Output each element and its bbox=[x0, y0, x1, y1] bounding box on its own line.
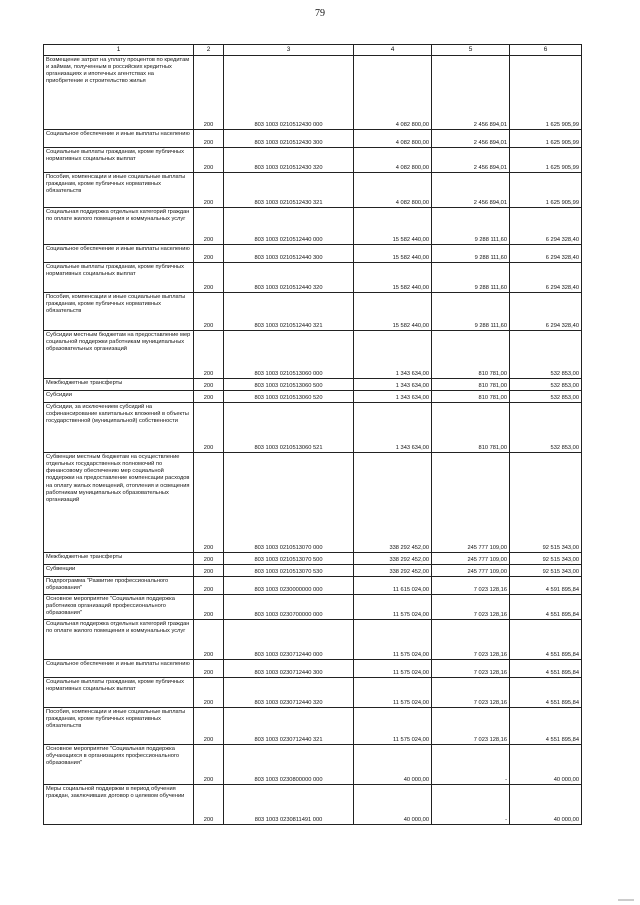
row-remaining-amount: 6 294 328,40 bbox=[510, 208, 582, 245]
row-remaining-amount: 4 551 895,84 bbox=[510, 660, 582, 678]
row-executed-amount: 810 781,00 bbox=[432, 403, 510, 453]
row-admin-code: 200 bbox=[194, 245, 224, 263]
column-header-2: 2 bbox=[194, 45, 224, 56]
row-budget-code: 803 1003 0210512440 300 bbox=[224, 245, 354, 263]
row-remaining-amount: 532 853,00 bbox=[510, 391, 582, 403]
row-approved-amount: 4 082 800,00 bbox=[354, 148, 432, 173]
row-remaining-amount: 4 591 895,84 bbox=[510, 577, 582, 595]
row-budget-code: 803 1003 0230712440 000 bbox=[224, 620, 354, 660]
page-number: 79 bbox=[315, 8, 325, 19]
budget-table bbox=[43, 44, 582, 825]
row-executed-amount: 9 288 111,60 bbox=[432, 245, 510, 263]
row-budget-code: 803 1003 0230712440 320 bbox=[224, 678, 354, 708]
row-executed-amount: 245 777 109,00 bbox=[432, 565, 510, 577]
row-name: Подпрограмма "Развитие профессионального образования" bbox=[44, 577, 194, 595]
row-budget-code: 803 1003 0210513060 000 bbox=[224, 331, 354, 379]
table-row bbox=[44, 148, 582, 173]
row-remaining-amount: 4 551 895,84 bbox=[510, 678, 582, 708]
row-remaining-amount: 4 551 895,84 bbox=[510, 595, 582, 620]
table-row bbox=[44, 595, 582, 620]
row-approved-amount: 11 575 024,00 bbox=[354, 595, 432, 620]
row-approved-amount: 40 000,00 bbox=[354, 785, 432, 825]
row-admin-code: 200 bbox=[194, 391, 224, 403]
row-admin-code: 200 bbox=[194, 745, 224, 785]
row-approved-amount: 4 082 800,00 bbox=[354, 56, 432, 130]
table-row bbox=[44, 565, 582, 577]
row-approved-amount: 338 292 452,00 bbox=[354, 553, 432, 565]
row-name: Социальное обеспечение и иные выплаты населению bbox=[44, 245, 194, 263]
row-budget-code: 803 1003 0210512440 320 bbox=[224, 263, 354, 293]
row-executed-amount: - bbox=[432, 745, 510, 785]
row-remaining-amount: 532 853,00 bbox=[510, 403, 582, 453]
row-name: Межбюджетные трансферты bbox=[44, 553, 194, 565]
row-name: Социальная поддержка отдельных категорий граждан по оплате жилого помещения и коммунальных услуг bbox=[44, 208, 194, 245]
row-budget-code: 803 1003 0230712440 300 bbox=[224, 660, 354, 678]
row-remaining-amount: 1 625 905,99 bbox=[510, 148, 582, 173]
row-remaining-amount: 1 625 905,99 bbox=[510, 130, 582, 148]
table-row bbox=[44, 453, 582, 553]
column-header-1: 1 bbox=[44, 45, 194, 56]
row-name: Субсидии, за исключением субсидий на софинансирование капитальных вложений в объекты государственной (муниципальной) собственности bbox=[44, 403, 194, 453]
row-approved-amount: 11 575 024,00 bbox=[354, 660, 432, 678]
row-name: Социальное обеспечение и иные выплаты населению bbox=[44, 130, 194, 148]
row-budget-code: 803 1003 0210513070 530 bbox=[224, 565, 354, 577]
table-row bbox=[44, 745, 582, 785]
row-budget-code: 803 1003 0210512440 000 bbox=[224, 208, 354, 245]
table-row bbox=[44, 56, 582, 130]
row-remaining-amount: 6 294 328,40 bbox=[510, 293, 582, 331]
column-header-3: 3 bbox=[224, 45, 354, 56]
row-admin-code: 200 bbox=[194, 173, 224, 208]
row-admin-code: 200 bbox=[194, 56, 224, 130]
row-remaining-amount: 1 625 905,99 bbox=[510, 173, 582, 208]
table-row bbox=[44, 577, 582, 595]
row-remaining-amount: 92 515 343,00 bbox=[510, 553, 582, 565]
row-admin-code: 200 bbox=[194, 453, 224, 553]
row-approved-amount: 1 343 634,00 bbox=[354, 331, 432, 379]
row-executed-amount: 2 456 894,01 bbox=[432, 148, 510, 173]
row-admin-code: 200 bbox=[194, 577, 224, 595]
row-approved-amount: 15 582 440,00 bbox=[354, 293, 432, 331]
row-name: Социальные выплаты гражданам, кроме публичных нормативных социальных выплат bbox=[44, 148, 194, 173]
row-approved-amount: 15 582 440,00 bbox=[354, 263, 432, 293]
row-remaining-amount: 40 000,00 bbox=[510, 785, 582, 825]
row-budget-code: 803 1003 0210512430 320 bbox=[224, 148, 354, 173]
row-name: Пособия, компенсации и иные социальные выплаты гражданам, кроме публичных нормативных обязательств bbox=[44, 173, 194, 208]
table-row bbox=[44, 620, 582, 660]
row-approved-amount: 15 582 440,00 bbox=[354, 208, 432, 245]
row-remaining-amount: 532 853,00 bbox=[510, 379, 582, 391]
column-number-row bbox=[44, 45, 582, 56]
row-admin-code: 200 bbox=[194, 565, 224, 577]
row-approved-amount: 11 575 024,00 bbox=[354, 678, 432, 708]
row-admin-code: 200 bbox=[194, 379, 224, 391]
row-executed-amount: 810 781,00 bbox=[432, 331, 510, 379]
row-executed-amount: 7 023 128,16 bbox=[432, 620, 510, 660]
row-approved-amount: 4 082 800,00 bbox=[354, 130, 432, 148]
row-remaining-amount: 4 551 895,84 bbox=[510, 708, 582, 745]
row-approved-amount: 40 000,00 bbox=[354, 745, 432, 785]
row-executed-amount: 7 023 128,16 bbox=[432, 577, 510, 595]
row-budget-code: 803 1003 0230000000 000 bbox=[224, 577, 354, 595]
row-executed-amount: 810 781,00 bbox=[432, 379, 510, 391]
row-executed-amount: 2 456 894,01 bbox=[432, 173, 510, 208]
row-approved-amount: 1 343 634,00 bbox=[354, 379, 432, 391]
table-row bbox=[44, 403, 582, 453]
row-budget-code: 803 1003 0230811491 000 bbox=[224, 785, 354, 825]
row-admin-code: 200 bbox=[194, 595, 224, 620]
column-header-4: 4 bbox=[354, 45, 432, 56]
row-name: Пособия, компенсации и иные социальные выплаты гражданам, кроме публичных нормативных обязательств bbox=[44, 293, 194, 331]
row-remaining-amount: 6 294 328,40 bbox=[510, 245, 582, 263]
row-admin-code: 200 bbox=[194, 403, 224, 453]
table-row bbox=[44, 660, 582, 678]
row-approved-amount: 338 292 452,00 bbox=[354, 453, 432, 553]
row-executed-amount: 245 777 109,00 bbox=[432, 553, 510, 565]
row-admin-code: 200 bbox=[194, 553, 224, 565]
row-admin-code: 200 bbox=[194, 620, 224, 660]
table-row bbox=[44, 293, 582, 331]
row-approved-amount: 4 082 800,00 bbox=[354, 173, 432, 208]
row-remaining-amount: 6 294 328,40 bbox=[510, 263, 582, 293]
row-budget-code: 803 1003 0210512430 300 bbox=[224, 130, 354, 148]
row-budget-code: 803 1003 0210513070 000 bbox=[224, 453, 354, 553]
row-approved-amount: 11 575 024,00 bbox=[354, 620, 432, 660]
row-name: Межбюджетные трансферты bbox=[44, 379, 194, 391]
row-approved-amount: 1 343 634,00 bbox=[354, 403, 432, 453]
row-budget-code: 803 1003 0210512430 321 bbox=[224, 173, 354, 208]
row-approved-amount: 1 343 634,00 bbox=[354, 391, 432, 403]
row-name: Социальная поддержка отдельных категорий граждан по оплате жилого помещения и коммунальных услуг bbox=[44, 620, 194, 660]
row-admin-code: 200 bbox=[194, 678, 224, 708]
row-name: Субвенции bbox=[44, 565, 194, 577]
row-name: Возмещение затрат на уплату процентов по кредитам и займам, полученным в российских кредитных организациях и ипотечных агентствах на приобретение и строительство жилья bbox=[44, 56, 194, 130]
row-budget-code: 803 1003 0230800000 000 bbox=[224, 745, 354, 785]
row-executed-amount: 7 023 128,16 bbox=[432, 678, 510, 708]
row-executed-amount: 245 777 109,00 bbox=[432, 453, 510, 553]
row-executed-amount: 9 288 111,60 bbox=[432, 208, 510, 245]
row-executed-amount: 2 456 894,01 bbox=[432, 130, 510, 148]
table-row bbox=[44, 391, 582, 403]
row-budget-code: 803 1003 0210513060 521 bbox=[224, 403, 354, 453]
row-budget-code: 803 1003 0210512430 000 bbox=[224, 56, 354, 130]
row-admin-code: 200 bbox=[194, 148, 224, 173]
row-executed-amount: - bbox=[432, 785, 510, 825]
row-name: Субвенции местным бюджетам на осуществление отдельных государственных полномочий по финансовому обеспечению мер социальной поддержки на предоставление компенсации расходов на оплату жилых помещений, отопления и освещения работникам муниципальных образовательных организаций bbox=[44, 453, 194, 553]
row-name: Социальные выплаты гражданам, кроме публичных нормативных социальных выплат bbox=[44, 263, 194, 293]
row-admin-code: 200 bbox=[194, 331, 224, 379]
row-executed-amount: 810 781,00 bbox=[432, 391, 510, 403]
table-row bbox=[44, 208, 582, 245]
table-row bbox=[44, 678, 582, 708]
row-name: Основное мероприятие "Социальная поддержка обучающихся в организациях профессионального образования" bbox=[44, 745, 194, 785]
scan-mark bbox=[618, 899, 634, 901]
row-executed-amount: 7 023 128,16 bbox=[432, 660, 510, 678]
budget-table-body bbox=[44, 45, 582, 825]
row-remaining-amount: 1 625 905,99 bbox=[510, 56, 582, 130]
row-admin-code: 200 bbox=[194, 130, 224, 148]
column-header-6: 6 bbox=[510, 45, 582, 56]
row-admin-code: 200 bbox=[194, 708, 224, 745]
row-executed-amount: 9 288 111,60 bbox=[432, 263, 510, 293]
row-remaining-amount: 4 551 895,84 bbox=[510, 620, 582, 660]
table-row bbox=[44, 785, 582, 825]
table-row bbox=[44, 130, 582, 148]
table-row bbox=[44, 173, 582, 208]
row-approved-amount: 11 575 024,00 bbox=[354, 708, 432, 745]
row-name: Субсидии bbox=[44, 391, 194, 403]
row-admin-code: 200 bbox=[194, 208, 224, 245]
row-budget-code: 803 1003 0230712440 321 bbox=[224, 708, 354, 745]
row-remaining-amount: 92 515 343,00 bbox=[510, 565, 582, 577]
row-name: Социальные выплаты гражданам, кроме публичных нормативных социальных выплат bbox=[44, 678, 194, 708]
row-budget-code: 803 1003 0210513070 500 bbox=[224, 553, 354, 565]
row-admin-code: 200 bbox=[194, 660, 224, 678]
row-name: Основное мероприятие "Социальная поддержка работников организаций профессионального образования" bbox=[44, 595, 194, 620]
row-executed-amount: 2 456 894,01 bbox=[432, 56, 510, 130]
row-name: Субсидии местным бюджетам на предоставление мер социальной поддержки работникам муниципальных образовательных организаций bbox=[44, 331, 194, 379]
row-budget-code: 803 1003 0210513060 500 bbox=[224, 379, 354, 391]
row-budget-code: 803 1003 0230700000 000 bbox=[224, 595, 354, 620]
table-row bbox=[44, 553, 582, 565]
row-remaining-amount: 532 853,00 bbox=[510, 331, 582, 379]
row-approved-amount: 15 582 440,00 bbox=[354, 245, 432, 263]
row-name: Социальное обеспечение и иные выплаты населению bbox=[44, 660, 194, 678]
table-row bbox=[44, 331, 582, 379]
row-executed-amount: 7 023 128,16 bbox=[432, 708, 510, 745]
row-remaining-amount: 40 000,00 bbox=[510, 745, 582, 785]
row-name: Пособия, компенсации и иные социальные выплаты гражданам, кроме публичных нормативных обязательств bbox=[44, 708, 194, 745]
row-name: Меры социальной поддержки в период обучения граждан, заключивших договор о целевом обучении bbox=[44, 785, 194, 825]
row-budget-code: 803 1003 0210512440 321 bbox=[224, 293, 354, 331]
column-header-5: 5 bbox=[432, 45, 510, 56]
table-row bbox=[44, 245, 582, 263]
table-row bbox=[44, 708, 582, 745]
row-remaining-amount: 92 515 343,00 bbox=[510, 453, 582, 553]
row-executed-amount: 7 023 128,16 bbox=[432, 595, 510, 620]
row-admin-code: 200 bbox=[194, 263, 224, 293]
row-budget-code: 803 1003 0210513060 520 bbox=[224, 391, 354, 403]
table-row bbox=[44, 379, 582, 391]
row-approved-amount: 338 292 452,00 bbox=[354, 565, 432, 577]
row-admin-code: 200 bbox=[194, 785, 224, 825]
row-executed-amount: 9 288 111,60 bbox=[432, 293, 510, 331]
row-approved-amount: 11 615 024,00 bbox=[354, 577, 432, 595]
row-admin-code: 200 bbox=[194, 293, 224, 331]
table-row bbox=[44, 263, 582, 293]
